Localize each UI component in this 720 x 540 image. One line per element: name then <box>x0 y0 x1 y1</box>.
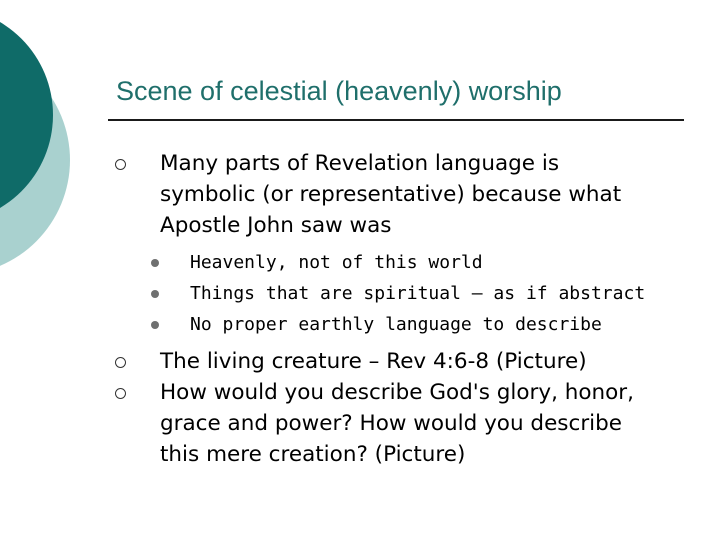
bullet-item-2 <box>110 346 690 377</box>
bullet-item-1 <box>110 148 690 340</box>
ring-bullet-icon <box>115 357 126 368</box>
bullet-text-2: The living creature – Rev 4:6-8 (Picture) <box>160 349 587 374</box>
sub-bullet-item-3 <box>110 309 650 340</box>
slide-title: Scene of celestial (heavenly) worship <box>116 76 562 106</box>
ring-bullet-icon <box>115 388 126 399</box>
ring-bullet-icon <box>115 159 126 170</box>
dot-bullet-icon <box>151 321 159 329</box>
sub-bullet-text-1: Heavenly, not of this world <box>190 252 483 273</box>
bullet-text-1: Many parts of Revelation language is symbolic (or representative) because what Apostle John saw was <box>160 151 622 238</box>
title-divider <box>108 119 684 121</box>
sub-bullet-item-2 <box>110 278 650 309</box>
decorative-circles <box>0 0 120 300</box>
sub-bullet-list <box>110 247 650 340</box>
bullet-item-3 <box>110 377 690 470</box>
bullet-text-3: How would you describe God's glory, honor, grace and power? How would you describe this mere creation? (Picture) <box>160 380 634 467</box>
sub-bullet-text-3: No proper earthly language to describe <box>190 314 602 335</box>
bullet-list <box>110 148 690 470</box>
dot-bullet-icon <box>151 259 159 267</box>
dot-bullet-icon <box>151 290 159 298</box>
sub-bullet-item-1 <box>110 247 650 278</box>
sub-bullet-text-2: Things that are spiritual – as if abstract <box>190 283 646 304</box>
